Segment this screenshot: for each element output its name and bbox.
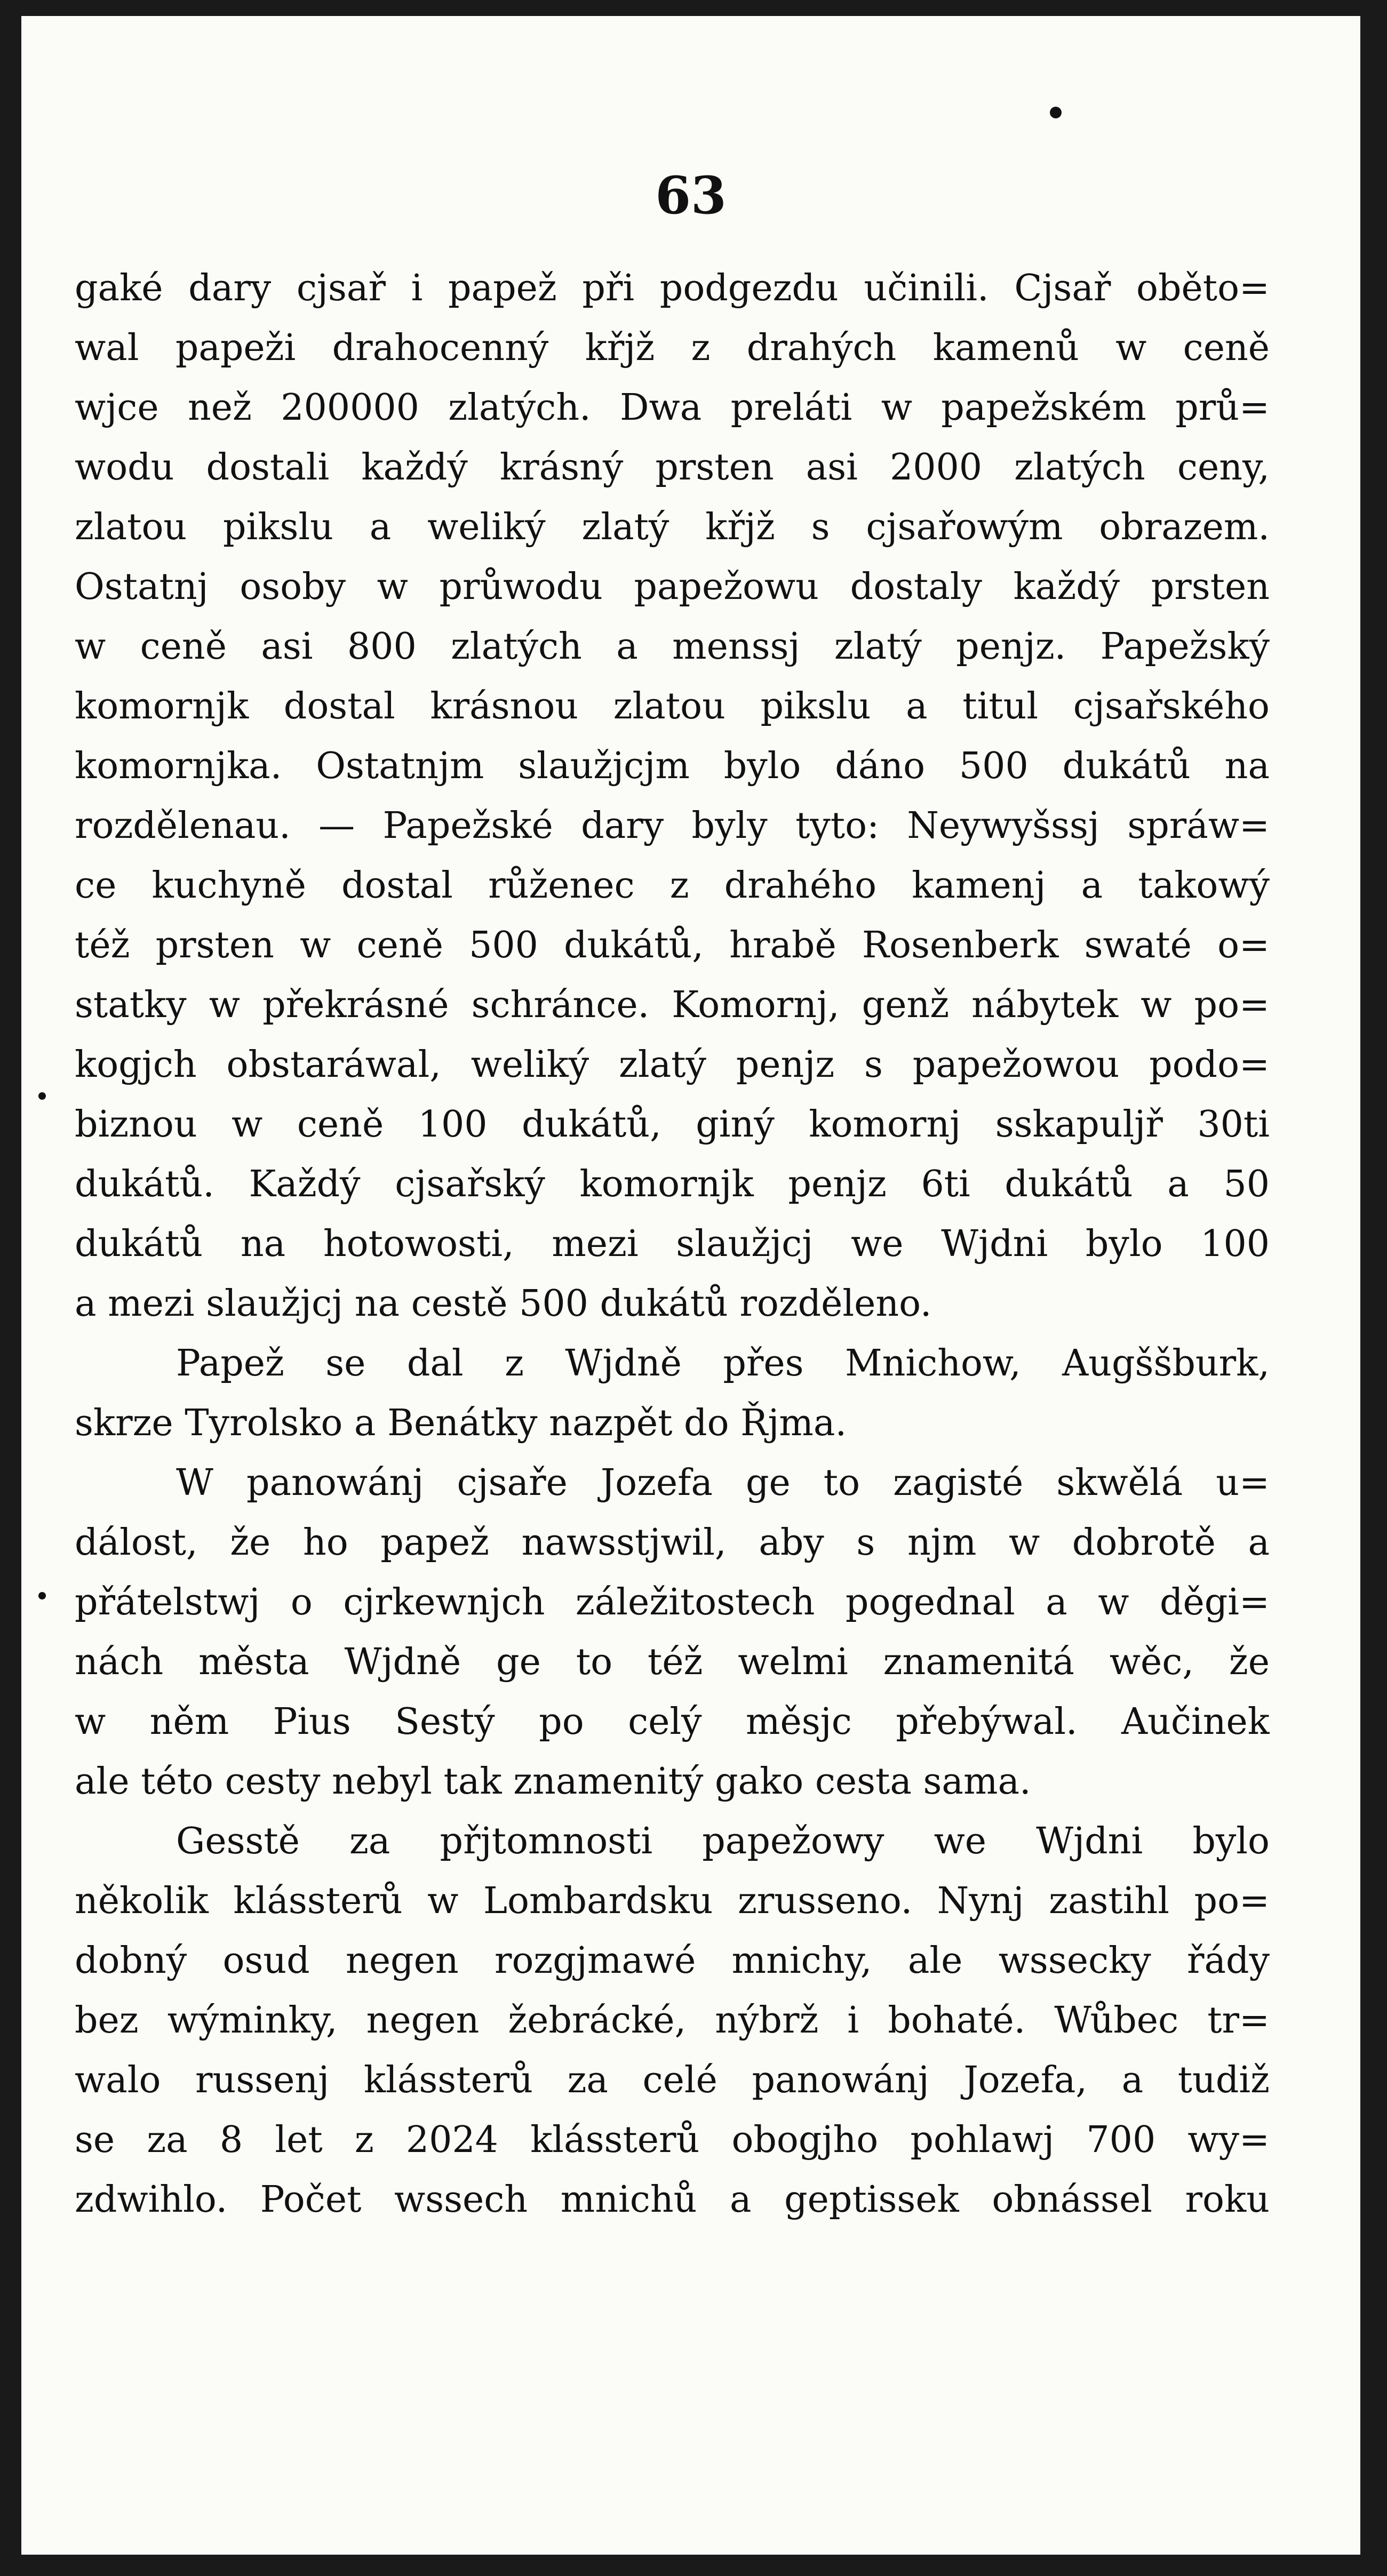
text-line: nách města Wjdně ge to též welmi znamenitá wěc, že [75,1641,1270,1683]
page-number: 63 [655,165,727,226]
text-line: přátelstwj o cjrkewnjch záležitostech pogednal a w děgi= [75,1581,1270,1623]
text-line: dobný osud negen rozgjmawé mnichy, ale wssecky řády [75,1940,1270,1982]
ink-spot [1050,107,1062,118]
text-line: kogjch obstaráwal, weliký zlatý penjz s papežowou podo= [75,1044,1270,1086]
text-line: Papež se dal z Wjdně přes Mnichow, Augššburk, [176,1342,1270,1385]
text-line: též prsten w ceně 500 dukátů, hrabě Rosenberk swaté o= [75,924,1270,966]
text-line: několik klássterů w Lombardsku zrusseno. Nynj zastihl po= [75,1880,1270,1922]
text-line: walo russenj klássterů za celé panowánj Jozefa, a tudiž [75,2059,1270,2101]
text-line: W panowánj cjsaře Jozefa ge to zagisté skwělá u= [176,1462,1270,1504]
text-line: a mezi slaužjcj na cestě 500 dukátů rozděleno. [75,1283,932,1325]
text-line: dukátů na hotowosti, mezi slaužjcj we Wjdni bylo 100 [75,1223,1270,1265]
text-line: se za 8 let z 2024 klássterů obogjho pohlawj 700 wy= [75,2119,1270,2161]
text-line: dukátů. Každý cjsařský komornjk penjz 6ti dukátů a 50 [75,1163,1270,1205]
text-line: komornjka. Ostatnjm slaužjcjm bylo dáno 500 dukátů na [75,745,1270,787]
text-line: dálost, že ho papež nawsstjwil, aby s njm w dobrotě a [75,1522,1270,1564]
text-line: w něm Pius Sestý po celý měsjc přebýwal. Aučinek [75,1701,1270,1743]
text-line: wodu dostali každý krásný prsten asi 2000 zlatých ceny, [75,446,1270,489]
text-line: zlatou pikslu a weliký zlatý křjž s cjsařowým obrazem. [75,506,1270,548]
text-line: statky w překrásné schránce. Komornj, genž nábytek w po= [75,984,1270,1026]
book-page [21,16,1360,2555]
text-line: w ceně asi 800 zlatých a menssj zlatý penjz. Papežský [75,626,1270,668]
text-line: wjce než 200000 zlatých. Dwa preláti w papežském prů= [75,387,1270,429]
text-line: bez wýminky, negen žebrácké, nýbrž i bohaté. Wůbec tr= [75,1999,1270,2042]
text-line: ce kuchyně dostal růženec z drahého kamenj a takowý [75,865,1270,907]
ink-spot [38,1592,46,1599]
text-line: biznou w ceně 100 dukátů, giný komornj sskapuljř 30ti [75,1103,1270,1146]
text-line: zdwihlo. Počet wssech mnichů a geptissek obnássel roku [75,2179,1270,2221]
text-line: ale této cesty nebyl tak znamenitý gako cesta sama. [75,1761,1031,1803]
page-body-text [75,259,1270,2230]
ink-spot [38,1092,46,1100]
text-line: wal papeži drahocenný křjž z drahých kamenů w ceně [75,327,1270,369]
text-line: Gesstě za přjtomnosti papežowy we Wjdni bylo [176,1820,1270,1862]
text-line: rozdělenau. — Papežské dary byly tyto: Neywyšssj spráw= [75,805,1270,847]
text-line: gaké dary cjsař i papež při podgezdu učinili. Cjsař oběto= [75,267,1270,309]
text-line: Ostatnj osoby w průwodu papežowu dostaly každý prsten [75,566,1270,608]
text-line: skrze Tyrolsko a Benátky nazpět do Řjma. [75,1402,847,1444]
text-line: komornjk dostal krásnou zlatou pikslu a titul cjsařského [75,685,1270,727]
